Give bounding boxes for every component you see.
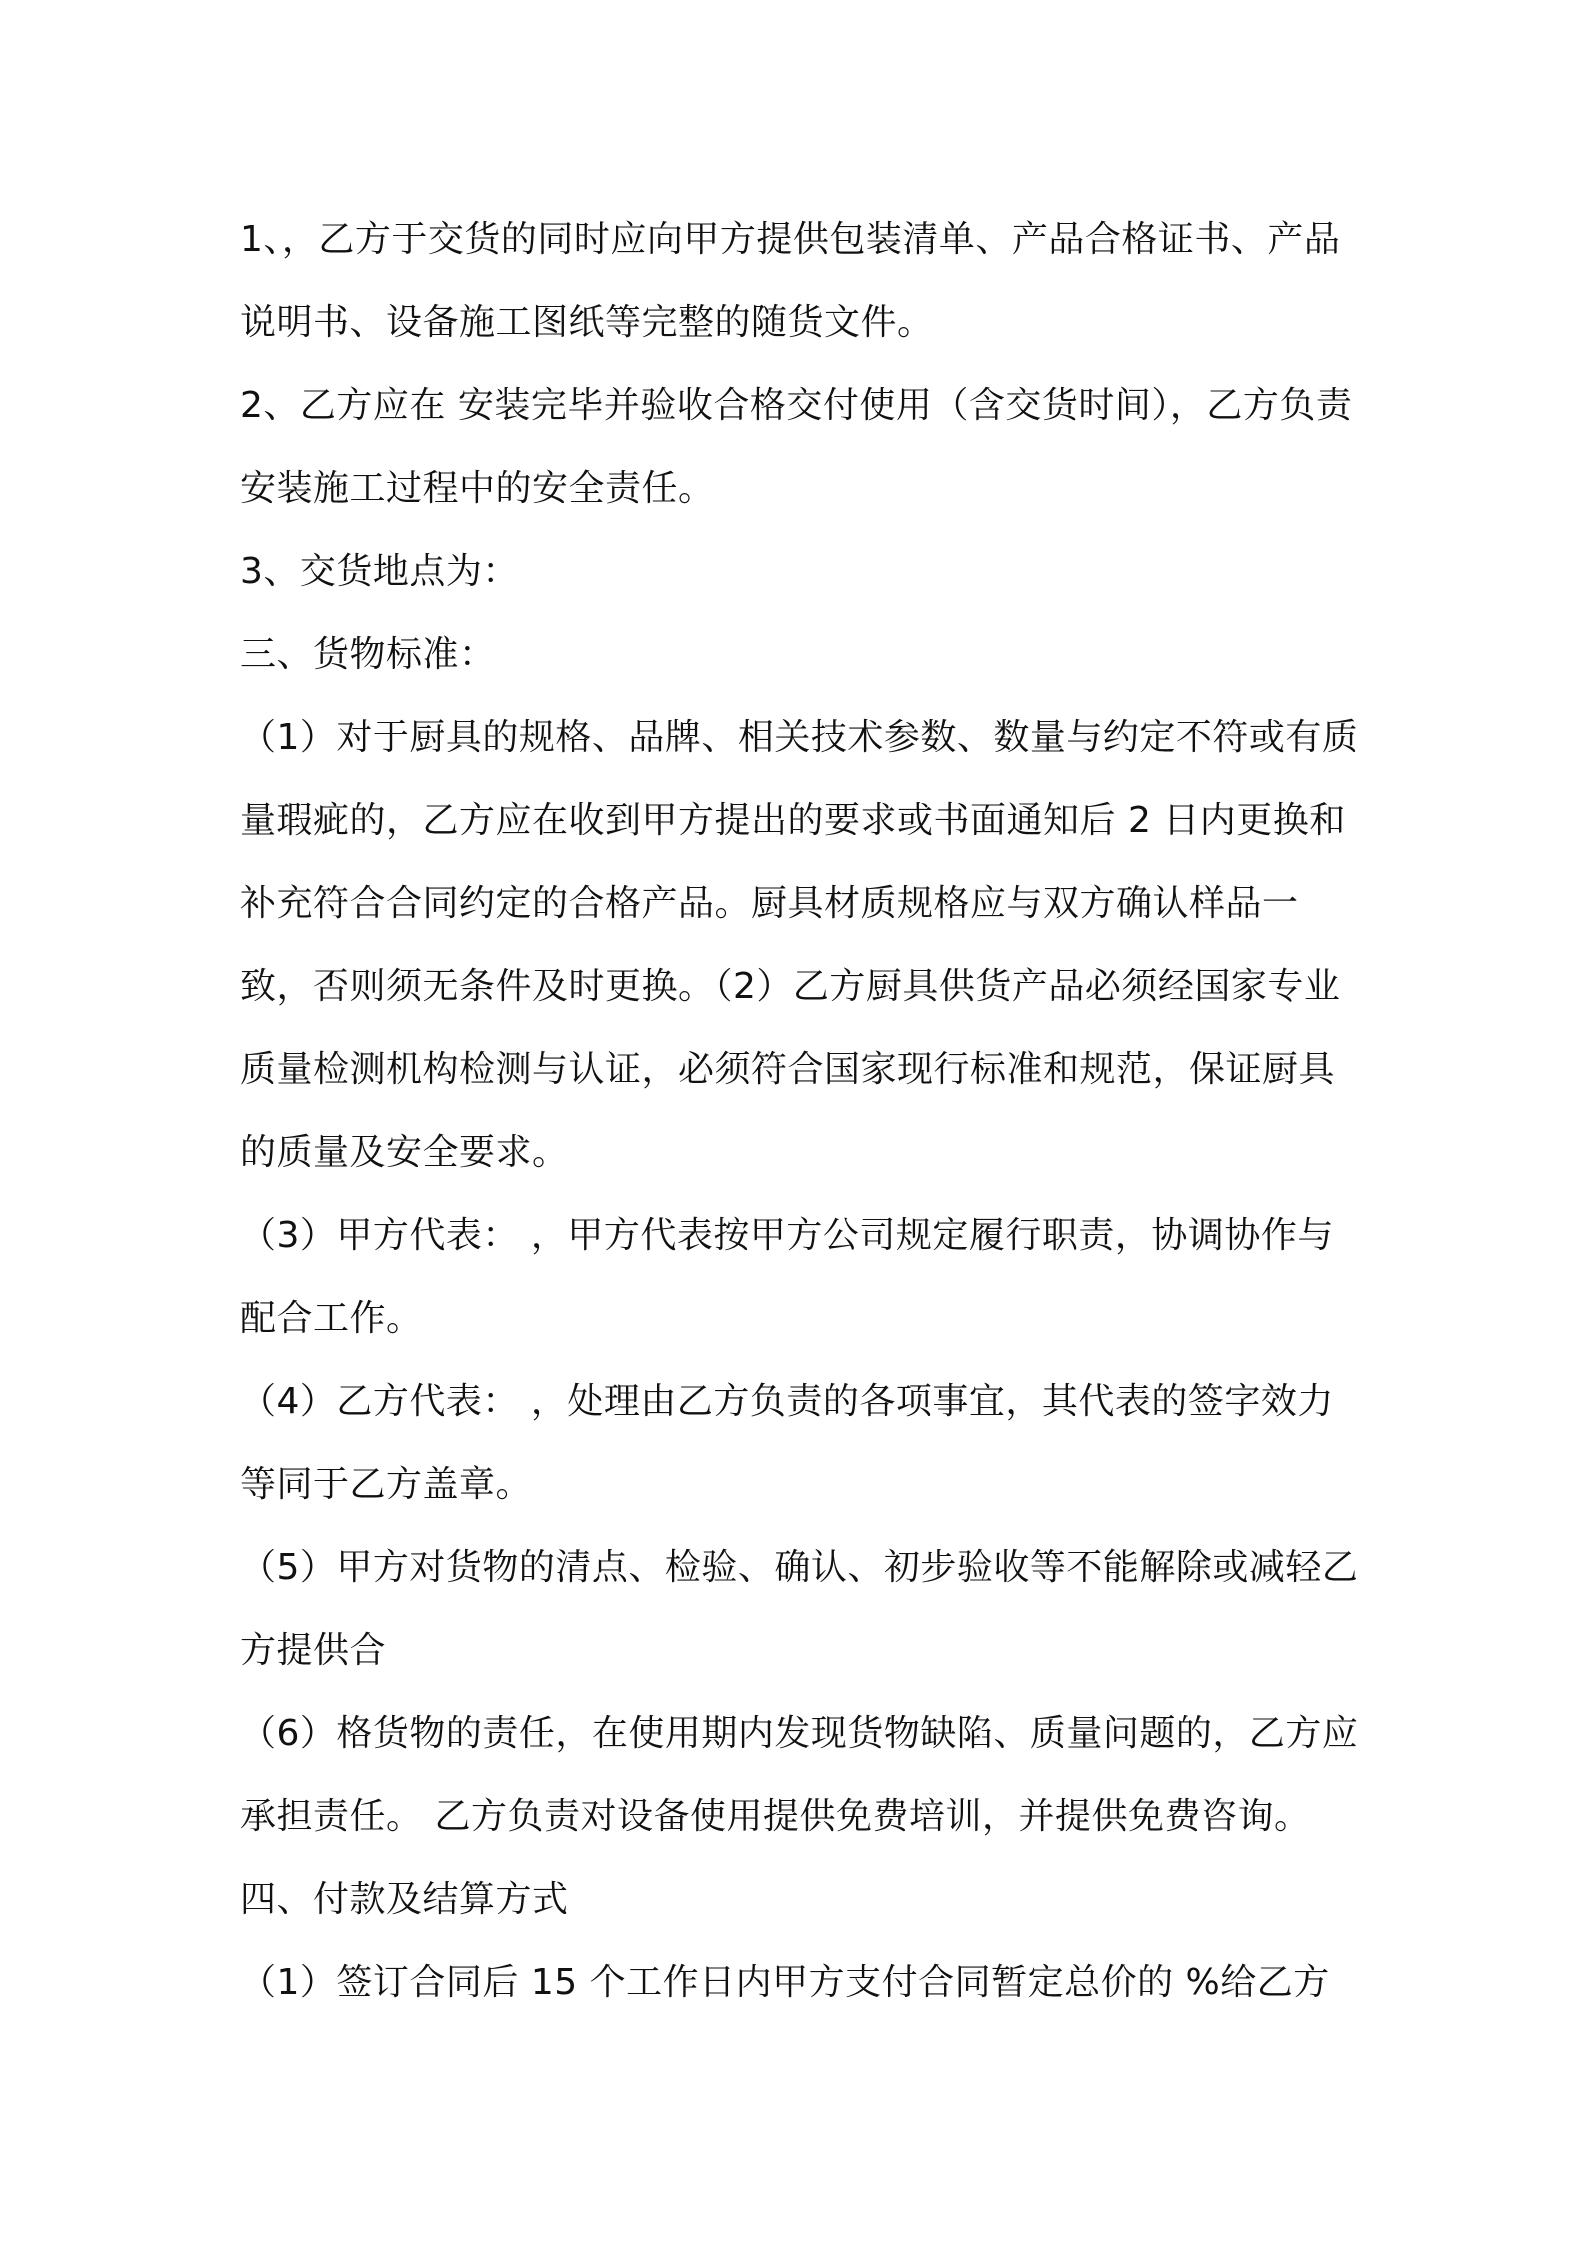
paragraph-installation-responsibility: 2、乙方应在 安装完毕并验收合格交付使用（含交货时间），乙方负责安装施工过程中的安全责任。: [240, 385, 1353, 509]
paragraph-standard-6: （6）格货物的责任，在使用期内发现货物缺陷、质量问题的，乙方应承担责任。 乙方负责对设备使用提供免费培训，并提供免费咨询。: [240, 1713, 1359, 1837]
section-heading-goods-standard: 三、货物标准：: [240, 634, 496, 675]
paragraph-delivery-location: 3、交货地点为：: [240, 551, 519, 592]
paragraph-delivery-documents: 1、，乙方于交货的同时应向甲方提供包装清单、产品合格证书、产品说明书、设备施工图纸等完整的随货文件。: [240, 219, 1341, 343]
document-body: [240, 198, 1360, 2024]
paragraph-payment-1: （1）签订合同后 15 个工作日内甲方支付合同暂定总价的 %给乙方: [240, 1962, 1330, 2003]
paragraph-standard-1-2: （1）对于厨具的规格、品牌、相关技术参数、数量与约定不符或有质量瑕疵的，乙方应在收到甲方提出的要求或书面通知后 2 日内更换和补充符合合同约定的合格产品。厨具材质规格应与双方确认样品一致，否则须无条件及时更换。（2）乙方厨具供货产品必须经国家专业质量检测机构检测与认证，必须符合国家现行标准和规范，保证厨具的质量及安全要求。: [240, 717, 1359, 1173]
section-heading-payment: 四、付款及结算方式: [240, 1879, 569, 1920]
paragraph-standard-5: （5）甲方对货物的清点、检验、确认、初步验收等不能解除或减轻乙方提供合: [240, 1547, 1359, 1671]
paragraph-standard-4: （4）乙方代表： ，处理由乙方负责的各项事宜，其代表的签字效力等同于乙方盖章。: [240, 1381, 1334, 1505]
paragraph-standard-3: （3）甲方代表： ，甲方代表按甲方公司规定履行职责，协调协作与配合工作。: [240, 1215, 1334, 1339]
